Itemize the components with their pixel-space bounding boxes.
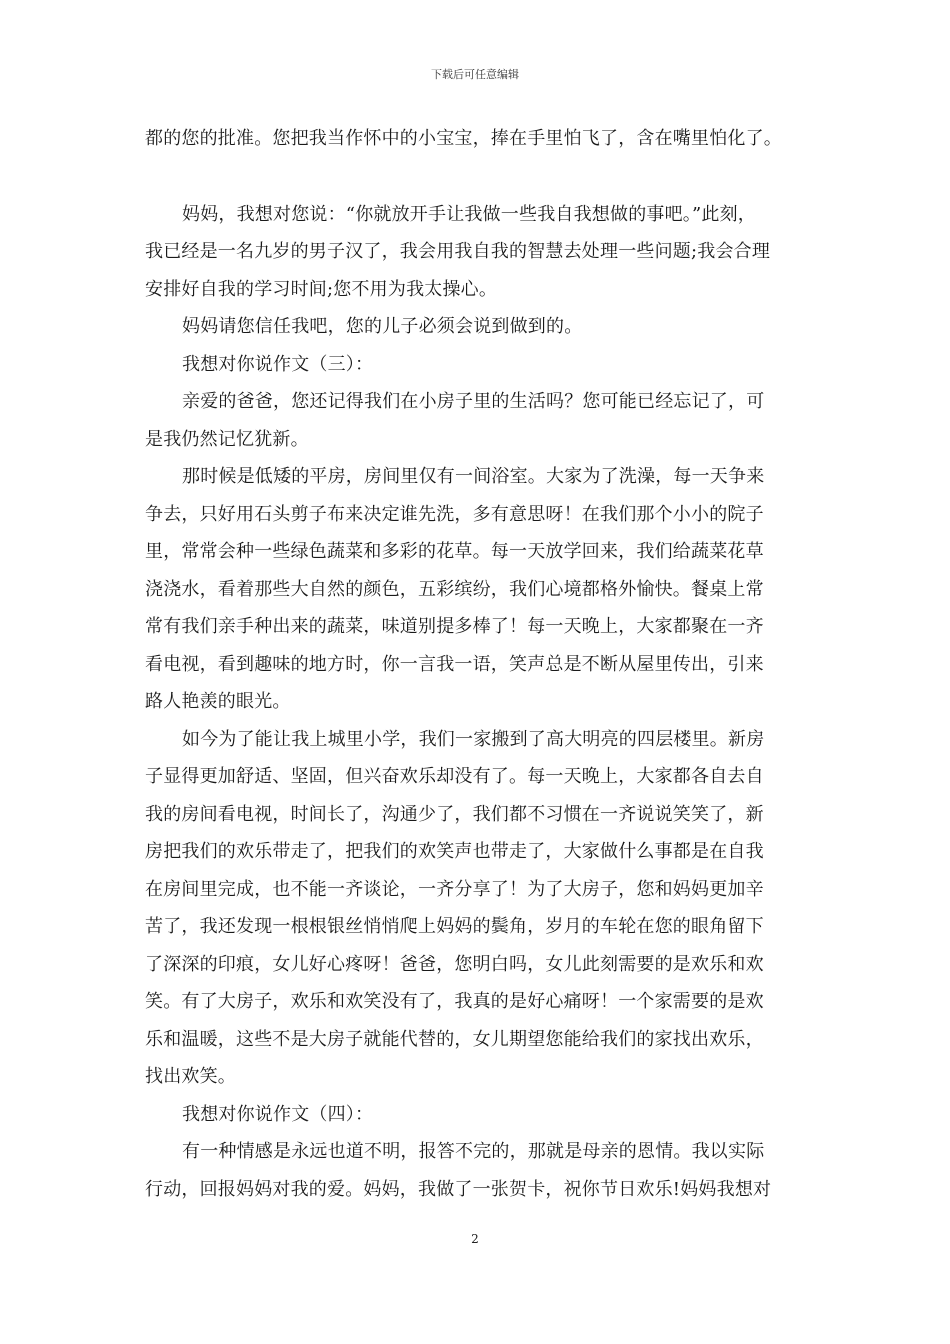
text-line: 找出欢笑。 [145,1066,236,1087]
page-number: 2 [471,1232,479,1246]
text-line: 我想对你说作文（四）： [182,1103,374,1125]
paragraph [145,196,820,309]
text-line: 看电视，看到趣味的地方时，你一言我一语，笑声总是不断从屋里传出，引来 [145,653,764,675]
text-line: 子显得更加舒适、坚固，但兴奋欢乐却没有了。每一天晚上，大家都各自去自 [145,766,764,787]
text-line: 苦了，我还发现一根根银丝悄悄爬上妈妈的鬓角，岁月的车轮在您的眼角留下 [145,916,764,937]
paragraph [145,1096,820,1134]
text-line: 我的房间看电视，时间长了，沟通少了，我们都不习惯在一齐说说笑笑了，新 [145,803,764,825]
text-line: 常有我们亲手种出来的蔬菜，味道别提多棒了！每一天晚上，大家都聚在一齐 [145,616,764,637]
text-line: 路人艳羡的眼光。 [145,691,291,712]
text-line: 争去，只好用石头剪子布来决定谁先洗，多有意思呀！在我们那个小小的院子 [145,503,764,525]
text-line: 在房间里完成，也不能一齐谈论，一齐分享了！为了大房子，您和妈妈更加辛 [145,878,764,900]
paragraph-gap [145,158,820,196]
page-header: 下载后可任意编辑 [431,68,519,81]
paragraph [145,383,820,458]
paragraph [145,1133,820,1208]
paragraph [145,308,820,346]
text-line: 房把我们的欢乐带走了，把我们的欢笑声也带走了，大家做什么事都是在自我 [145,841,764,862]
document-body [145,120,820,1208]
paragraph [145,120,820,158]
text-line: 亲爱的爸爸，您还记得我们在小房子里的生活吗？您可能已经忘记了，可 [182,391,765,412]
text-line: 浇浇水，看着那些大自然的颜色，五彩缤纷，我们心境都格外愉快。餐桌上常 [145,578,764,600]
paragraph [145,721,820,1096]
text-line: 了深深的印痕，女儿好心疼呀！爸爸，您明白吗，女儿此刻需要的是欢乐和欢 [145,953,764,975]
text-line: 笑。有了大房子，欢乐和欢笑没有了，我真的是好心痛呀！一个家需要的是欢 [145,991,764,1012]
text-line: 里，常常会种一些绿色蔬菜和多彩的花草。每一天放学回来，我们给蔬菜花草 [145,541,764,562]
text-line: 是我仍然记忆犹新。 [145,428,309,450]
text-line: 那时候是低矮的平房，房间里仅有一间浴室。大家为了洗澡，每一天争来 [182,466,765,487]
text-line: 妈妈，我想对您说：“你就放开手让我做一些我自我想做的事吧。”此刻， [182,203,757,225]
text-line: 如今为了能让我上城里小学，我们一家搬到了高大明亮的四层楼里。新房 [182,728,765,750]
text-line: 安排好自我的学习时间;您不用为我太操心。 [145,278,498,300]
text-line: 行动，回报妈妈对我的爱。妈妈，我做了一张贺卡，祝你节日欢乐!妈妈我想对 [145,1178,772,1200]
paragraph [145,346,820,384]
text-line: 都的您的批准。您把我当作怀中的小宝宝，捧在手里怕飞了，含在嘴里怕化了。 [145,128,782,149]
text-line: 妈妈请您信任我吧，您的儿子必须会说到做到的。 [182,316,583,337]
text-line: 我已经是一名九岁的男子汉了，我会用我自我的智慧去处理一些问题;我会合理 [145,241,771,262]
text-line: 乐和温暖，这些不是大房子就能代替的，女儿期望您能给我们的家找出欢乐， [145,1028,764,1050]
text-line: 有一种情感是永远也道不明，报答不完的，那就是母亲的恩情。我以实际 [182,1141,765,1162]
text-line: 我想对你说作文（三）： [182,353,374,375]
paragraph [145,458,820,721]
